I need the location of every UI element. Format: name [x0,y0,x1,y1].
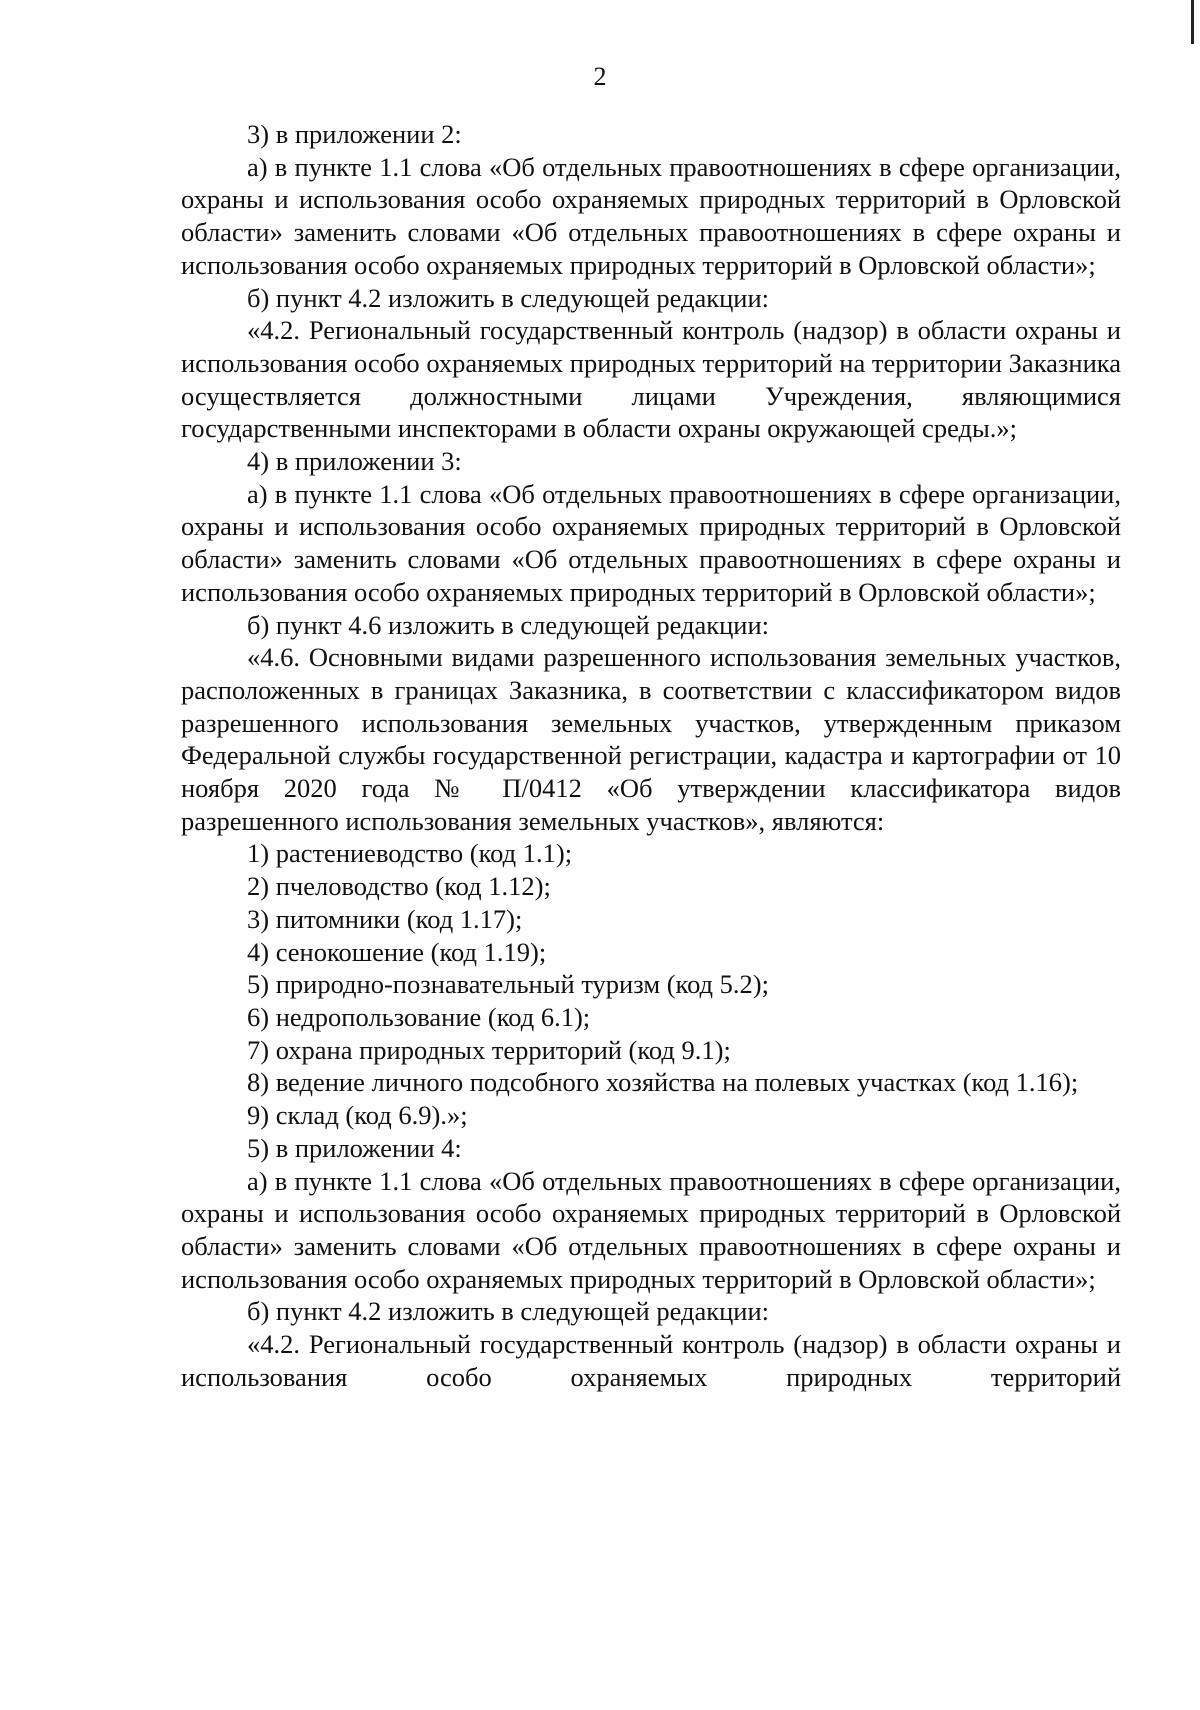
page-number: 2 [593,62,607,91]
paragraph-item-5: 5) в приложении 4: [247,1132,462,1163]
list-item: 9) склад (код 6.9).»; [247,1100,468,1131]
paragraph-subitem-b: б) пункт 4.6 изложить в следующей редакции: [247,609,770,640]
paragraph-item-4: 4) в приложении 3: [247,446,462,477]
paragraph-subitem-b: б) пункт 4.2 изложить в следующей редакции: [247,1296,770,1327]
paragraph-quote-4-6: «4.6. Основными видами разрешенного использования земельных участков, расположенных в границах Заказника, в соответствии с классификатором видов разрешенного использования земельных участков, утвержденным приказом Федеральной службы государственной регистрации, кадастра и картографии от 10 ноября 2020 года № П/0412 «Об утверждении классификатора видов разрешенного использования земельных участков», являются: [181,642,1121,836]
list-item: 7) охрана природных территорий (код 9.1); [247,1034,731,1065]
document-body [181,118,1121,1393]
list-item: 1) растениеводство (код 1.1); [247,838,573,869]
list-item: 5) природно-познавательный туризм (код 5.2); [247,969,769,1000]
paragraph-subitem-a: а) в пункте 1.1 слова «Об отдельных правоотношениях в сфере организации, охраны и использования особо охраняемых природных территорий в Орловской области» заменить словами «Об отдельных правоотношениях в сфере охраны и использования особо охраняемых природных территорий в Орловской области»; [181,1165,1121,1294]
paragraph-item-3: 3) в приложении 2: [247,119,462,149]
paragraph-subitem-a: а) в пункте 1.1 слова «Об отдельных правоотношениях в сфере организации, охраны и использования особо охраняемых природных территорий в Орловской области» заменить словами «Об отдельных правоотношениях в сфере охраны и использования особо охраняемых природных территорий в Орловской области»; [181,151,1121,280]
paragraph-subitem-a: а) в пункте 1.1 слова «Об отдельных правоотношениях в сфере организации, охраны и использования особо охраняемых природных территорий в Орловской области» заменить словами «Об отдельных правоотношениях в сфере охраны и использования особо охраняемых природных территорий в Орловской области»; [181,478,1121,607]
list-item: 6) недропользование (код 6.1); [247,1001,591,1032]
paragraph-quote-4-2: «4.2. Региональный государственный контроль (надзор) в области охраны и использования особо охраняемых природных территорий [181,1329,1121,1392]
list-item: 3) питомники (код 1.17); [247,903,523,934]
list-item: 8) ведение личного подсобного хозяйства на полевых участках (код 1.16); [247,1067,1079,1098]
paragraph-quote-4-2: «4.2. Региональный государственный контроль (надзор) в области охраны и использования особо охраняемых природных территорий на территории Заказника осуществляется должностными лицами Учреждения, являющимися государственными инспекторами в области охраны окружающей среды.»; [181,315,1121,444]
paragraph-subitem-b: б) пункт 4.2 изложить в следующей редакции: [247,282,770,313]
list-item: 4) сенокошение (код 1.19); [247,936,547,967]
list-item: 2) пчеловодство (код 1.12); [247,871,551,902]
scan-edge-mark [1191,0,1194,44]
